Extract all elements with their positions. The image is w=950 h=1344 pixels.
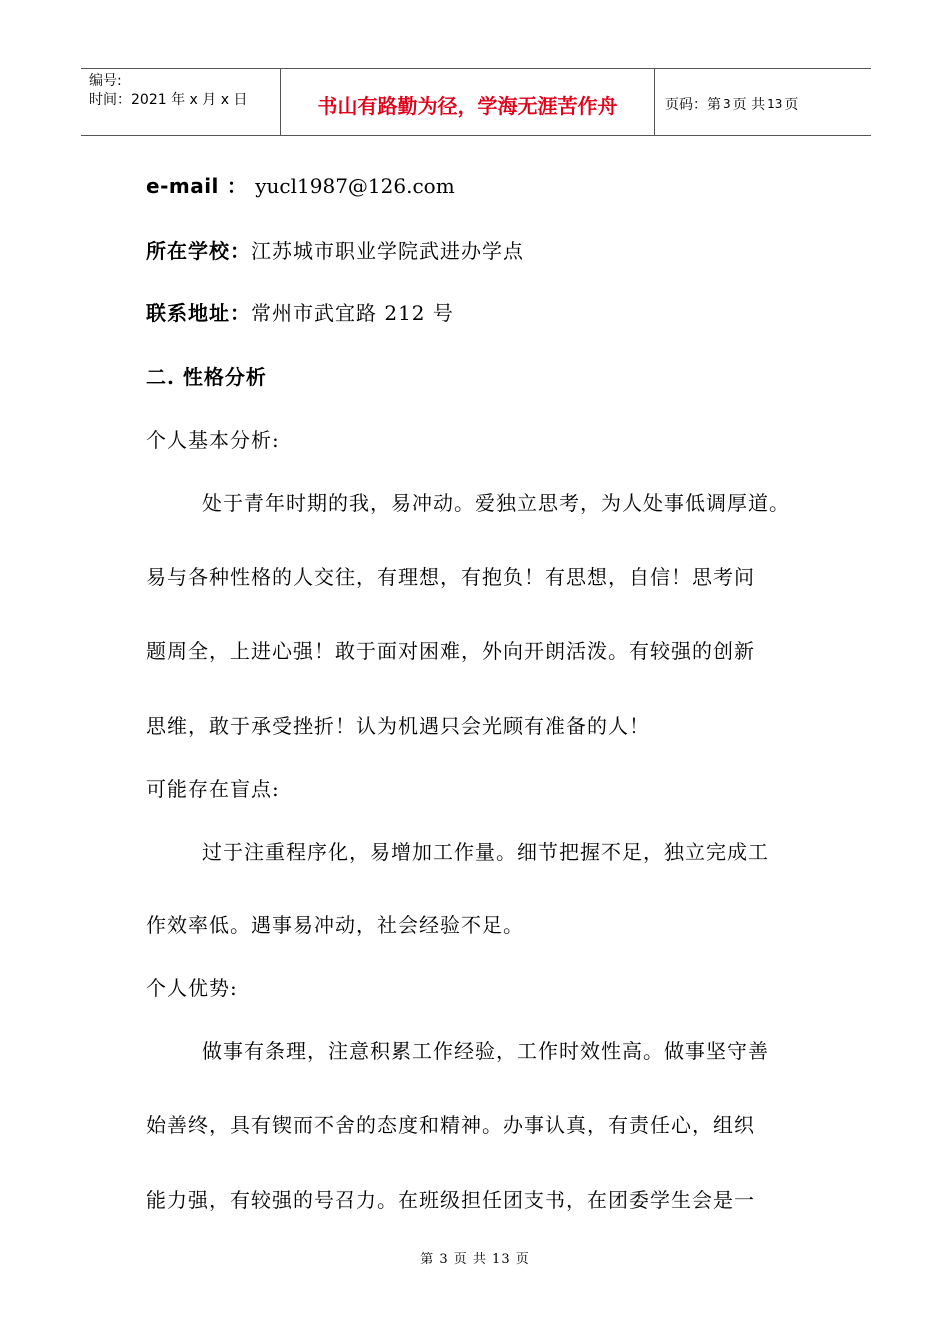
paragraph-line: 做事有条理，注意积累工作经验，工作时效性高。做事坚守善 <box>202 1039 769 1063</box>
paragraph-line: 处于青年时期的我，易冲动。爱独立思考，为人处事低调厚道。 <box>202 491 790 515</box>
section-title: 二. 性格分析 <box>146 365 267 389</box>
page-footer: 第 3 页 共 13 页 <box>420 1252 530 1267</box>
paragraph-line: 题周全，上进心强！敢于面对困难，外向开朗活泼。有较强的创新 <box>146 639 755 663</box>
document-date: 时间：2021 年 x 月 x 日 <box>89 92 248 108</box>
paragraph-line: 能力强，有较强的号召力。在班级担任团支书，在团委学生会是一 <box>146 1188 755 1212</box>
school-line <box>146 235 524 264</box>
email-label: e-mail <box>146 174 219 198</box>
email-line: e-mail ： yucl1987@126.com <box>146 174 455 198</box>
document-number: 编号: <box>89 73 122 89</box>
paragraph-line: 过于注重程序化，易增加工作量。细节把握不足，独立完成工 <box>202 840 769 864</box>
header-page-number: 页码：第 3 页 共 13 页 <box>665 97 799 113</box>
page-header <box>81 68 871 136</box>
basic-analysis-heading: 个人基本分析: <box>146 428 280 452</box>
email-value: yucl1987@126.com <box>255 174 455 198</box>
paragraph-line: 始善终，具有锲而不舍的态度和精神。办事认真，有责任心，组织 <box>146 1113 755 1137</box>
school-label: 所在学校： <box>146 239 251 263</box>
address-line <box>146 297 454 326</box>
address-label: 联系地址： <box>146 301 251 325</box>
blind-spot-heading: 可能存在盲点: <box>146 777 280 801</box>
paragraph-line: 思维，敢于承受挫折！认为机遇只会光顾有准备的人！ <box>146 714 650 738</box>
header-meta <box>81 69 281 135</box>
header-motto: 书山有路勤为径，学海无涯苦作舟 <box>281 69 655 135</box>
paragraph-line: 易与各种性格的人交往，有理想，有抱负！有思想，自信！思考问 <box>146 565 755 589</box>
address-value: 常州市武宜路 212 号 <box>251 301 454 325</box>
paragraph-line: 作效率低。遇事易冲动，社会经验不足。 <box>146 913 524 937</box>
advantage-heading: 个人优势: <box>146 976 238 1000</box>
school-value: 江苏城市职业学院武进办学点 <box>251 239 524 263</box>
